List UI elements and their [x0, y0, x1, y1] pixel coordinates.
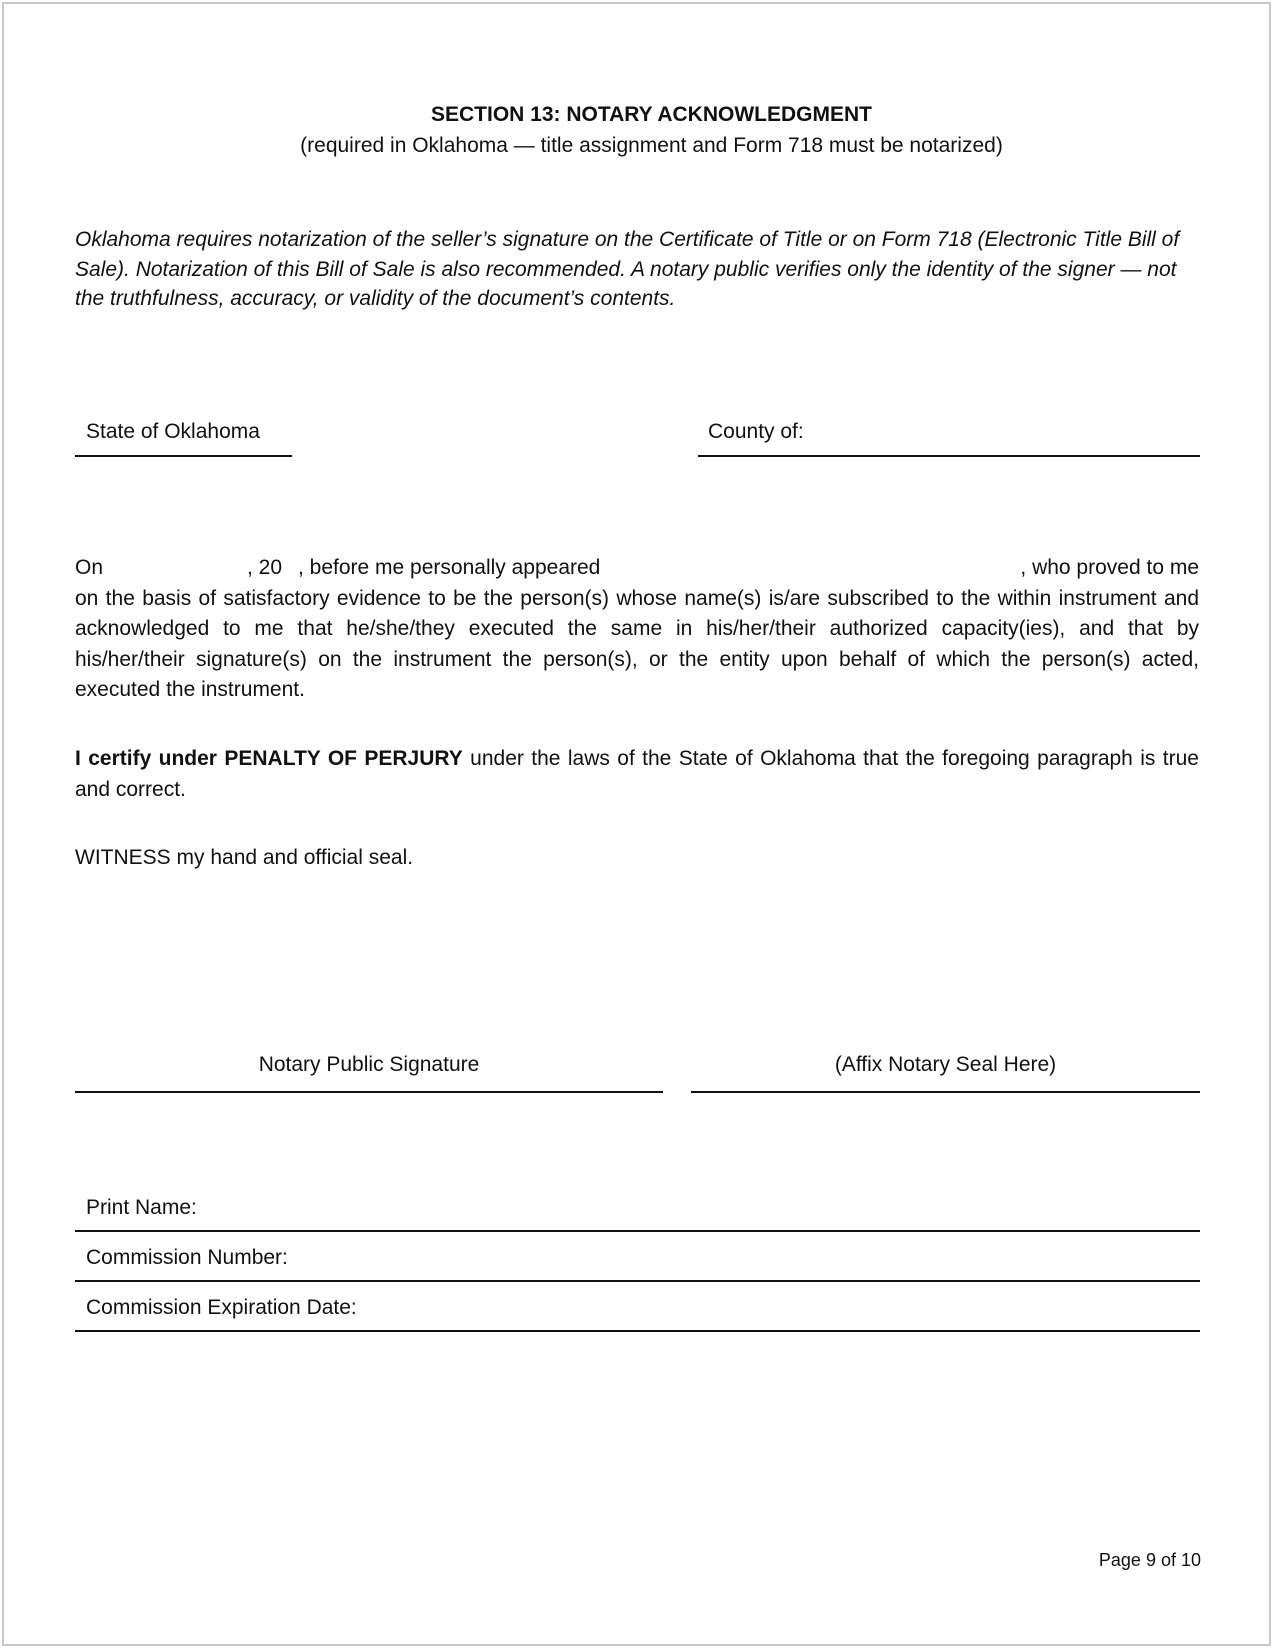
print-name-label: Print Name:: [86, 1196, 197, 1219]
proved-text: , who proved to me: [1020, 556, 1199, 579]
commission-number-label: Commission Number:: [86, 1246, 288, 1269]
expiration-line[interactable]: [75, 1330, 1200, 1332]
section-title: SECTION 13: NOTARY ACKNOWLEDGMENT: [430, 103, 872, 126]
on-label: On: [75, 556, 104, 579]
appeared-text: , before me personally appeared: [298, 556, 601, 579]
certify-rest: under the laws of the State of Oklahoma that the foregoing paragraph is true and correct.: [75, 747, 1199, 801]
county-line[interactable]: [698, 455, 1200, 457]
notary-signature-label: Notary Public Signature: [258, 1053, 480, 1076]
year-prefix: , 20: [247, 556, 283, 579]
certify-paragraph: [75, 744, 1199, 805]
acknowledgment-paragraph: [75, 553, 1199, 706]
expiration-label: Commission Expiration Date:: [86, 1296, 357, 1319]
commission-number-line[interactable]: [75, 1280, 1200, 1282]
section-subtitle: (required in Oklahoma — title assignment and Form 718 must be notarized): [300, 134, 1003, 157]
state-line[interactable]: [75, 455, 292, 457]
state-label: State of Oklahoma: [86, 420, 260, 443]
page-number: Page 9 of 10: [1098, 1550, 1201, 1570]
certify-bold: I certify under PENALTY OF PERJURY: [75, 747, 463, 770]
witness-text: WITNESS my hand and official seal.: [75, 846, 414, 869]
notary-seal-line[interactable]: [691, 1091, 1200, 1093]
intro-paragraph: Oklahoma requires notarization of the seller’s signature on the Certificate of Title or on Form 718 (Electronic Title Bill of Sale). Notarization of this Bill of Sale is also recommended. A notary public verifies only the identity of the signer — not the truthfulness, accuracy, or validity of the document’s contents.: [75, 228, 1180, 310]
acknowledgment-body: on the basis of satisfactory evidence to be the person(s) whose name(s) is/are subscribed to the within instrument and acknowledged to me that he/she/they executed the same in his/her/their authorized capacity(ies), and that by his/her/their signature(s) on the instrument the person(s), or the entity upon behalf of which the person(s) acted, executed the instrument.: [75, 586, 1199, 701]
print-name-line[interactable]: [75, 1230, 1200, 1232]
notary-seal-label: (Affix Notary Seal Here): [834, 1053, 1057, 1076]
acknowledgment-first-line: [75, 553, 1199, 584]
notary-signature-line[interactable]: [75, 1091, 663, 1093]
county-label: County of:: [708, 420, 804, 443]
